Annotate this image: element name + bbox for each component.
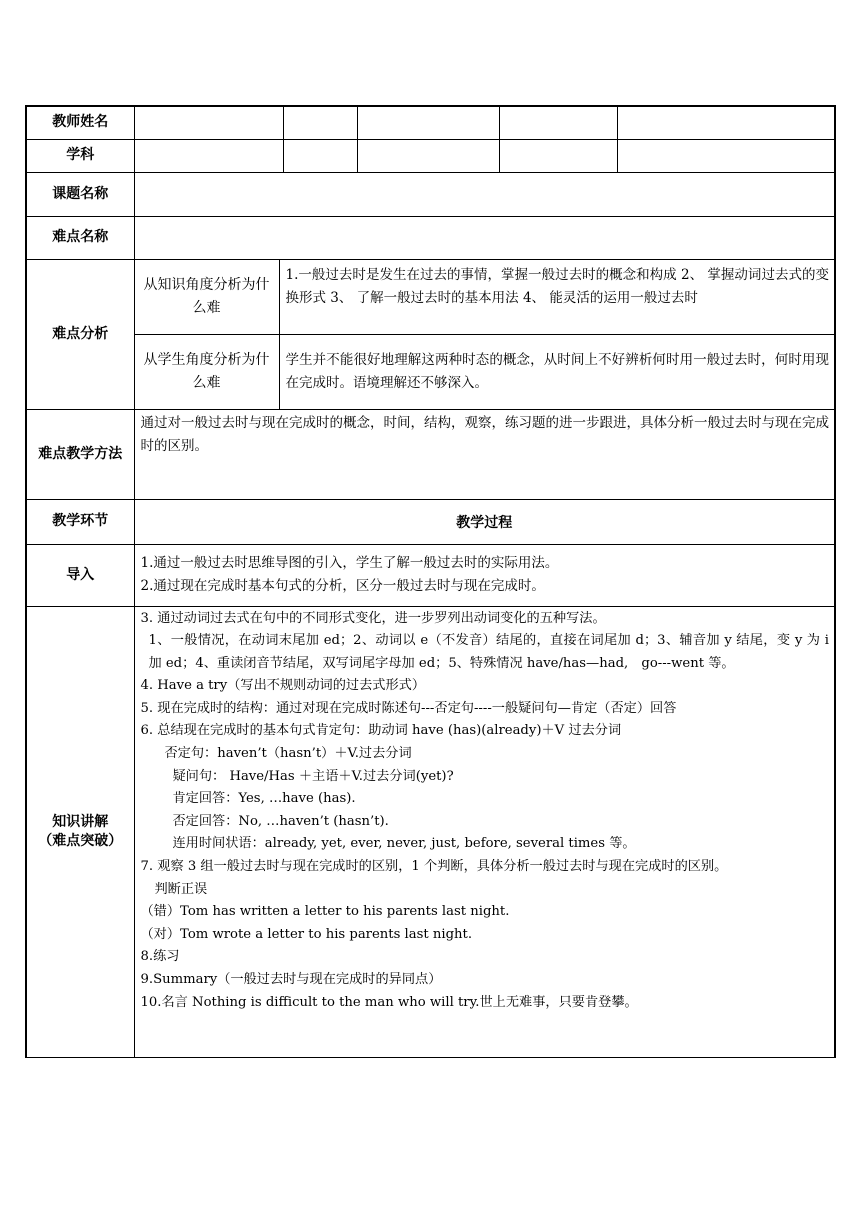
explain-label (26, 606, 134, 1057)
method-text: 通过对一般过去时与现在完成时的概念，时间，结构，观察，练习题的进一步跟进，具体分析一般过去时与现在完成时的区别。 (134, 409, 835, 499)
teacher-blank-3[interactable] (499, 106, 617, 139)
explain-time-adverbials: 连用时间状语：already, yet, ever, never, just, before, several times 等。 (172, 836, 636, 852)
topic-cell[interactable] (134, 172, 835, 216)
row-difficulty (26, 216, 835, 259)
row-explain (26, 606, 835, 1057)
row-stage-header (26, 499, 835, 544)
row-subject (26, 139, 835, 172)
difficulty-cell[interactable] (134, 216, 835, 259)
explain-label-line-1: 知识讲解 (52, 813, 109, 830)
explain-text (134, 606, 835, 1057)
subject-cell[interactable] (134, 139, 283, 172)
student-angle-text: 学生并不能很好地理解这两种时态的概念，从时间上不好辨析何时用一般过去时，何时用现在完成时。语境理解还不够深入。 (279, 334, 835, 409)
explain-wrong-example: （错）Tom has written a letter to his parents last night. (140, 904, 510, 920)
knowledge-angle-text: 1.一般过去时是发生在过去的事情，掌握一般过去时的概念和构成 2、 掌握动词过去式的变换形式 3、 了解一般过去时的基本用法 4、 能灵活的运用一般过去时 (279, 259, 835, 334)
row-method (26, 409, 835, 499)
subject-blank-2[interactable] (357, 139, 499, 172)
intro-line-1: 1.通过一般过去时思维导图的引入，学生了解一般过去时的实际用法。 (140, 555, 559, 571)
process-label: 教学过程 (134, 499, 835, 544)
intro-line-2: 2.通过现在完成时基本句式的分析，区分一般过去时与现在完成时。 (140, 578, 545, 594)
explain-negative-answer: 否定回答：No, …haven’t (hasn’t). (172, 813, 389, 829)
explain-negative: 否定句：haven’t（hasn’t）＋V.过去分词 (164, 746, 412, 762)
subject-blank-1[interactable] (283, 139, 357, 172)
lesson-plan-table (25, 105, 836, 1058)
intro-text (134, 544, 835, 606)
teacher-blank-4[interactable] (617, 106, 835, 139)
explain-right-example: （对）Tom wrote a letter to his parents last night. (140, 926, 473, 942)
explain-label-line-2: （难点突破） (38, 832, 123, 849)
explain-line-6: 6. 总结现在完成时的基本句式肯定句：助动词 have (has)(already)＋V 过去分词 (140, 723, 622, 739)
explain-judge: 判断正误 (154, 881, 208, 897)
row-intro (26, 544, 835, 606)
subject-blank-4[interactable] (617, 139, 835, 172)
row-analysis-student (26, 334, 835, 409)
topic-label: 课题名称 (26, 172, 134, 216)
teacher-blank-2[interactable] (357, 106, 499, 139)
row-topic (26, 172, 835, 216)
explain-verb-rules: 1、一般情况，在动词末尾加 ed；2、动词以 e（不发音）结尾的，直接在词尾加 d；3、辅音加 y 结尾，变 y 为 i 加 ed；4、重读闭音节结尾，双写词尾字母加 ed；5、特殊情况 have/has—had, go---went 等。 (148, 633, 830, 671)
subject-label: 学科 (26, 139, 134, 172)
explain-line-10: 10.名言 Nothing is difficult to the man who will try.世上无难事，只要肯登攀。 (140, 994, 638, 1010)
analysis-label: 难点分析 (26, 259, 134, 409)
method-label: 难点教学方法 (26, 409, 134, 499)
explain-line-5: 5. 现在完成时的结构：通过对现在完成时陈述句---否定句----一般疑问句—肯定（否定）回答 (140, 700, 677, 716)
explain-line-4: 4. Have a try（写出不规则动词的过去式形式） (140, 678, 426, 694)
explain-positive-answer: 肯定回答：Yes, …have (has). (172, 791, 356, 807)
explain-question: 疑问句： Have/Has ＋主语＋V.过去分词(yet)? (172, 768, 454, 784)
teacher-label: 教师姓名 (26, 106, 134, 139)
lesson-plan-document (25, 105, 834, 1058)
explain-line-8: 8.练习 (140, 949, 180, 965)
row-analysis-knowledge (26, 259, 835, 334)
subject-blank-3[interactable] (499, 139, 617, 172)
intro-label: 导入 (26, 544, 134, 606)
teacher-name-cell[interactable] (134, 106, 283, 139)
stage-label: 教学环节 (26, 499, 134, 544)
row-teacher (26, 106, 835, 139)
explain-line-9: 9.Summary（一般过去时与现在完成时的异同点） (140, 972, 442, 987)
explain-line-7: 7. 观察 3 组一般过去时与现在完成时的区别，1 个判断，具体分析一般过去时与现在完成时的区别。 (140, 859, 728, 875)
explain-line-3: 3. 通过动词过去式在句中的不同形式变化，进一步罗列出动词变化的五种写法。 (140, 610, 606, 626)
teacher-blank-1[interactable] (283, 106, 357, 139)
student-angle-label: 从学生角度分析为什么难 (134, 334, 279, 409)
knowledge-angle-label: 从知识角度分析为什么难 (134, 259, 279, 334)
difficulty-label: 难点名称 (26, 216, 134, 259)
